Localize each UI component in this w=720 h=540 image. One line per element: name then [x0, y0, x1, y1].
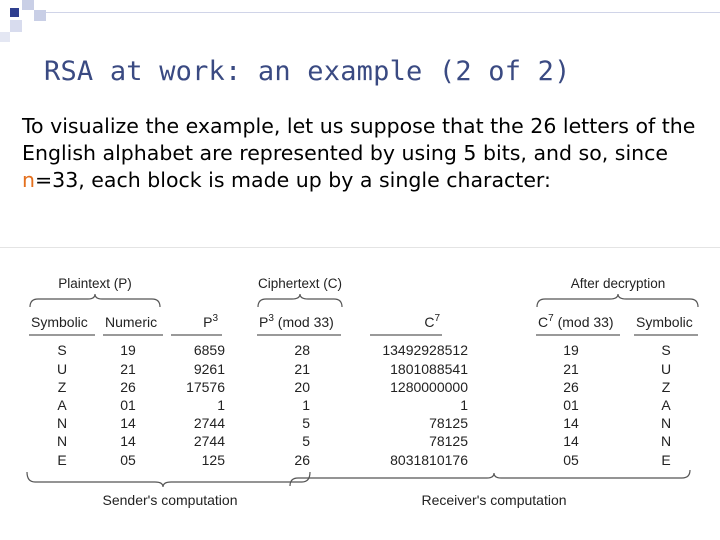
footer-receiver-computation: Receiver's computation: [421, 492, 567, 508]
group-label-plaintext: Plaintext (P): [58, 276, 132, 291]
cell-symbol-2: E: [661, 452, 671, 468]
cell-numeric: 05: [120, 452, 136, 468]
cell-symbol-2: N: [660, 415, 672, 431]
cell-numeric: 14: [120, 433, 136, 449]
cell-c7: 78125: [429, 433, 468, 449]
group-label-ciphertext: Ciphertext (C): [257, 276, 343, 291]
table-row: [57, 452, 670, 468]
cell-symbol: N: [56, 433, 68, 449]
table-row: [57, 342, 670, 358]
cell-symbol: A: [57, 397, 67, 413]
header-c7: $C^7$: [424, 313, 440, 330]
cell-c7-mod: 26: [563, 379, 579, 395]
cell-numeric: 26: [120, 379, 136, 395]
cell-p3-mod: 5: [302, 415, 310, 431]
cell-c7-mod: 01: [563, 397, 579, 413]
intro-highlight-n: n: [22, 168, 35, 192]
cell-c7: 1801088541: [390, 361, 468, 377]
cell-numeric: 01: [120, 397, 136, 413]
cell-p3-mod: 5: [302, 433, 310, 449]
brace-plaintext: [30, 294, 160, 307]
intro-text-part1: To visualize the example, let us suppose that the 26 letters of the English alphabet are represented by using 5 bits, and so, since: [22, 114, 696, 165]
cell-symbol-2: A: [661, 397, 671, 413]
cell-c7: 13492928512: [382, 342, 468, 358]
cell-p3: 6859: [193, 342, 225, 358]
cell-c7-mod: 19: [563, 342, 579, 358]
cell-c7-mod: 14: [563, 433, 579, 449]
brace-ciphertext: [258, 294, 342, 307]
cell-c7: 78125: [429, 415, 468, 431]
header-p3: $P^3$: [203, 313, 218, 330]
table-row: [57, 397, 671, 413]
cell-p3: 2744: [193, 415, 225, 431]
cell-p3: 2744: [193, 433, 225, 449]
cell-numeric: 21: [120, 361, 136, 377]
cell-p3-mod: 28: [294, 342, 310, 358]
cell-c7-mod: 14: [563, 415, 579, 431]
table-row: [57, 415, 671, 431]
cell-p3-mod: 20: [294, 379, 310, 395]
cell-numeric: 14: [120, 415, 136, 431]
cell-c7: 1: [460, 397, 468, 413]
cell-symbol: N: [56, 415, 68, 431]
header-symbolic: Symbolic: [31, 314, 88, 330]
brace-sender: [27, 472, 310, 487]
cell-symbol: Z: [57, 379, 67, 395]
cell-c7-mod: 05: [563, 452, 579, 468]
cell-symbol-2: U: [660, 361, 672, 377]
cell-c7: 8031810176: [390, 452, 468, 468]
cell-symbol: U: [56, 361, 68, 377]
cell-p3: 125: [201, 452, 225, 468]
intro-text-part2: =33, each block is made up by a single character:: [35, 168, 551, 192]
footer-sender-computation: Sender's computation: [102, 492, 238, 508]
group-label-after-decryption: After decryption: [570, 276, 666, 291]
cell-symbol-2: Z: [661, 379, 671, 395]
cell-c7: 1280000000: [390, 379, 468, 395]
cell-p3-mod: 1: [302, 397, 310, 413]
cell-symbol-2: S: [661, 342, 671, 358]
header-c7-mod-33: $C^7$ (mod 33): [538, 313, 614, 330]
cell-symbol-2: N: [660, 433, 672, 449]
brace-receiver: [290, 470, 690, 486]
header-symbolic-2: Symbolic: [636, 314, 693, 330]
table-row: [57, 361, 671, 377]
cell-p3-mod: 26: [294, 452, 310, 468]
brace-after-decryption: [537, 294, 698, 307]
cell-symbol: E: [57, 452, 67, 468]
header-numeric: Numeric: [105, 314, 158, 330]
slide-title: RSA at work: an example (2 of 2): [44, 56, 571, 87]
table-row: [58, 379, 671, 395]
header-p3-mod-33: $P^3$ (mod 33): [259, 313, 334, 330]
cell-p3: 1: [217, 397, 225, 413]
cell-p3: 9261: [193, 361, 225, 377]
cell-p3-mod: 21: [294, 361, 310, 377]
cell-p3: 17576: [186, 379, 225, 395]
cell-numeric: 19: [120, 342, 136, 358]
cell-symbol: S: [57, 342, 67, 358]
cell-c7-mod: 21: [563, 361, 579, 377]
table-row: [57, 433, 671, 449]
